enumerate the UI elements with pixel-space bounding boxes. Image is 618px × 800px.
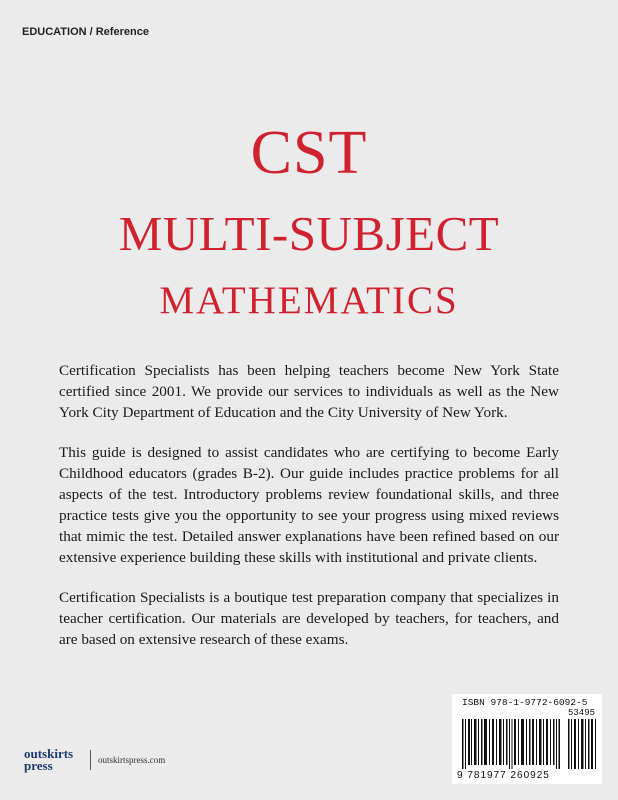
- price-barcode-icon: [568, 719, 598, 769]
- barcode-bars-icon: [462, 719, 560, 769]
- barcode-number: 9 781977 260925: [457, 770, 550, 781]
- logo-line-1: outskirts: [24, 746, 74, 761]
- title-line-1: CST: [250, 119, 368, 187]
- category-label: EDUCATION / Reference: [22, 26, 149, 38]
- barcode: [452, 694, 602, 784]
- title-line-2: MULTI-SUBJECT: [118, 206, 500, 261]
- logo-line-2: press: [24, 758, 53, 773]
- publisher-website: outskirtspress.com: [98, 755, 166, 765]
- logo-divider: [90, 750, 91, 770]
- logo-text: [24, 748, 73, 772]
- paragraph-1: Certification Specialists has been helping teachers become New York State certified since 2001. We provide our services to individuals as well as the New York City Department of Education and the City University of New York.: [59, 362, 559, 421]
- title-line-3: MATHEMATICS: [159, 279, 459, 322]
- paragraph-2: This guide is designed to assist candidates who are certifying to become Early Childhood educators (grades B-2). Our guide includes practice problems for all aspects of the test. Introductory problems review foundational skills, and three practice tests give you the opportunity to see your progress using mixed reviews that mimic the test. Detailed answer explanations have been refined based on our extensive experience building these skills with institutional and private clients.: [59, 444, 559, 566]
- publisher-logo: [24, 748, 84, 772]
- isbn-text: ISBN 978-1-9772-6092-5: [462, 697, 588, 708]
- description: [59, 360, 559, 669]
- paragraph-3: Certification Specialists is a boutique test preparation company that specializes in teacher certification. Our materials are developed by teachers, for teachers, and are based on extensive research of these exams.: [59, 589, 559, 648]
- price-code: 53495: [568, 708, 596, 718]
